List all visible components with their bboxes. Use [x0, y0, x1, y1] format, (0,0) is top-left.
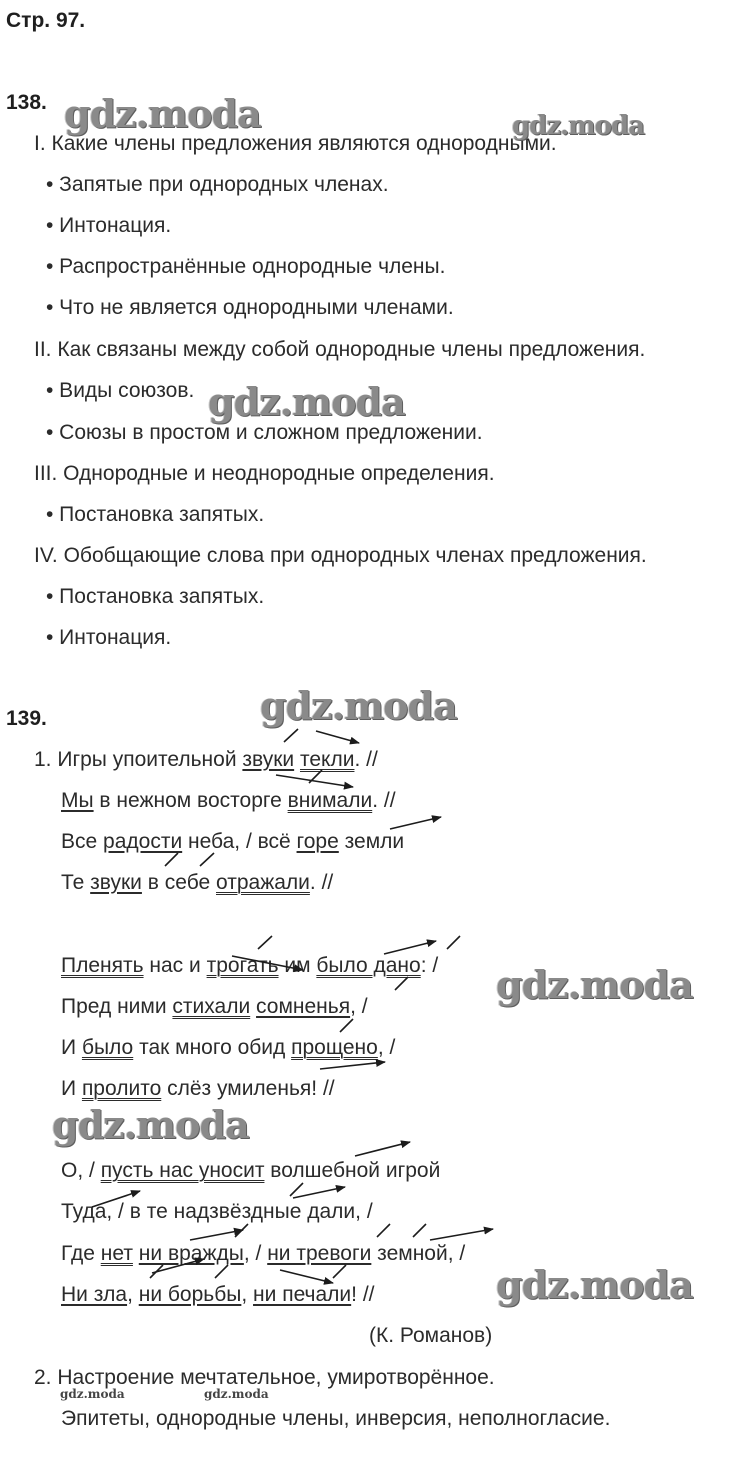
predicate: текли [299, 748, 355, 771]
accent-arrow [280, 1270, 333, 1283]
accent-tick [377, 1224, 390, 1237]
plain-text: . // [372, 789, 396, 812]
plain-text: Пред ними [61, 995, 173, 1018]
plain-text: . // [309, 871, 334, 894]
subject: ни вражды [138, 1242, 244, 1265]
predicate: было [81, 1036, 134, 1059]
watermark-logo: gdz.moda [208, 379, 405, 424]
plain-text: Туда, / в те надзвёздные дали, / [61, 1200, 373, 1223]
accent-tick [258, 936, 272, 949]
plain-text: неба, / всё [182, 830, 297, 853]
accent-tick [447, 936, 460, 949]
accent-tick [215, 1265, 228, 1278]
accent-tick [413, 1224, 426, 1237]
plain-text: слёз умиленья! // [161, 1077, 335, 1100]
poem-author: (К. Романов) [369, 1324, 493, 1347]
analysis-line: 2. Настроение мечтательное, умиротворённое. [34, 1366, 495, 1389]
predicate: пусть нас уносит [100, 1159, 265, 1182]
page-number: Стр. 97. [6, 9, 86, 32]
accent-tick [200, 853, 214, 866]
accent-arrow [430, 1229, 493, 1240]
predicate: трогать [206, 954, 279, 977]
watermark-logo: gdz.moda [512, 111, 645, 141]
plain-text: в себе [141, 871, 216, 894]
exercise-138-number: 138. [6, 91, 47, 114]
subject: звуки [90, 871, 142, 894]
accent-arrow [92, 1191, 140, 1207]
accent-tick [165, 853, 178, 866]
accent-arrow [152, 1259, 204, 1273]
plain-text: И [61, 1077, 82, 1100]
watermark-logo: gdz.moda [260, 683, 457, 728]
plain-text: 1. Игры упоительной [34, 748, 243, 771]
watermark-logo: gdz.moda [496, 962, 693, 1007]
predicate: стихали [172, 995, 251, 1018]
plain-text: так много обид [133, 1036, 292, 1059]
accent-arrow [293, 1187, 345, 1198]
accent-arrow [384, 941, 436, 954]
plain-text: , [241, 1283, 254, 1306]
accent-arrow [316, 731, 359, 743]
plan-item: • Постановка запятых. [46, 585, 265, 608]
subject: звуки [242, 748, 295, 771]
plain-text: Все [61, 830, 104, 853]
plan-item: • Интонация. [46, 214, 172, 237]
plan-item: • Постановка запятых. [46, 503, 265, 526]
watermark-logo: gdz.moda [60, 1387, 125, 1401]
plan-item: • Распространённые однородные члены. [46, 255, 446, 278]
plain-text: О, / [61, 1159, 101, 1182]
analysis-line: Эпитеты, однородные члены, инверсия, неполногласие. [61, 1407, 611, 1430]
accent-arrow [232, 956, 303, 970]
predicate: Пленять [61, 954, 144, 977]
predicate: пролито [81, 1077, 162, 1100]
watermark-logo: gdz.moda [52, 1102, 249, 1147]
plain-text: земной, / [371, 1242, 466, 1265]
plain-text: ! // [351, 1283, 375, 1306]
plan-item: III. Однородные и неоднородные определения. [34, 462, 495, 485]
subject: сомненья [256, 995, 351, 1018]
subject: ни печали [253, 1283, 352, 1306]
watermark-logo: gdz.moda [204, 1387, 269, 1401]
accent-arrow [355, 1142, 410, 1156]
plan-item: • Интонация. [46, 626, 172, 649]
plan-item: • Союзы в простом и сложном предложении. [46, 421, 483, 444]
plain-text: земли [338, 830, 405, 853]
watermark-logo: gdz.moda [496, 1262, 693, 1307]
exercise-139-number: 139. [6, 707, 47, 730]
plain-text: в нежном восторге [93, 789, 288, 812]
plain-text: : / [420, 954, 439, 977]
plan-item: • Что не является однородными членами. [46, 296, 454, 319]
accent-arrow [390, 817, 441, 829]
plain-text: волшебной игрой [264, 1159, 441, 1182]
predicate: было дано [316, 954, 421, 977]
plan-item: II. Как связаны между собой однородные члены предложения. [34, 338, 646, 361]
plain-text: , / [350, 995, 368, 1018]
plan-item: IV. Обобщающие слова при однородных членах предложения. [34, 544, 647, 567]
watermark-logo: gdz.moda [64, 91, 261, 136]
accent-arrow [190, 1230, 243, 1240]
subject: ни борьбы [138, 1283, 242, 1306]
subject: горе [296, 830, 339, 853]
plain-text: , / [377, 1036, 396, 1059]
plan-item: • Запятые при однородных членах. [46, 173, 389, 196]
accent-tick [340, 1019, 353, 1032]
subject: Мы [61, 789, 94, 812]
plain-text: И [61, 1036, 82, 1059]
accent-tick [395, 977, 408, 990]
plain-text: , / [243, 1242, 268, 1265]
plain-text: нас и [143, 954, 207, 977]
plain-text: , [127, 1283, 139, 1306]
accent-tick [333, 1265, 346, 1278]
subject: Ни зла [61, 1283, 128, 1306]
accent-arrows [92, 731, 493, 1283]
plain-text: . // [354, 748, 378, 771]
plain-text: им [278, 954, 317, 977]
predicate: прощено [291, 1036, 378, 1059]
plain-text: Те [61, 871, 91, 894]
predicate: нет [100, 1242, 133, 1265]
accent-tick [290, 1183, 303, 1196]
plan-item: I. Какие члены предложения являются однородными. [34, 132, 557, 155]
predicate: отражали [216, 871, 310, 894]
accent-arrow [320, 1062, 385, 1069]
subject: радости [103, 830, 183, 853]
plain-text: Где [61, 1242, 101, 1265]
plan-item: • Виды союзов. [46, 379, 195, 402]
predicate: внимали [287, 789, 373, 812]
accent-tick [284, 729, 298, 742]
subject: ни тревоги [267, 1242, 372, 1265]
